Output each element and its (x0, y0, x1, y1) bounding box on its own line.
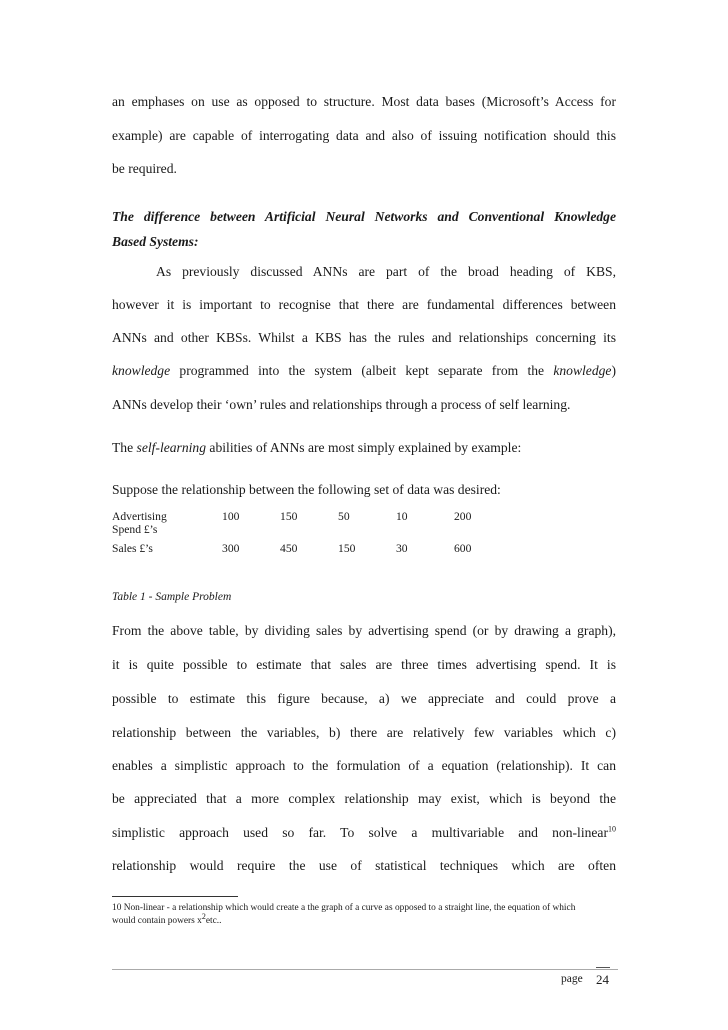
table-cell: 150 (338, 542, 356, 555)
body-text-line: As previously discussed ANNs are part of the broad heading of KBS, (156, 264, 616, 279)
body-text-line: Suppose the relationship between the following set of data was desired: (112, 482, 501, 497)
body-text-line: possible to estimate this figure because, a) we appreciate and could prove a (112, 691, 616, 706)
footnote-text: would contain powers x (112, 916, 202, 926)
emphasis-text: knowledge (112, 363, 171, 378)
body-text-line: ANNs develop their ‘own’ rules and relationships through a process of self learning. (112, 397, 571, 412)
page-label: page (561, 973, 583, 985)
body-text-line: relationship would require the use of statistical techniques which are often (112, 858, 616, 873)
body-text-line: From the above table, by dividing sales by advertising spend (or by drawing a graph), (112, 623, 616, 638)
table-cell: 10 (396, 510, 408, 523)
table-cell: 150 (280, 510, 298, 523)
table-cell: 600 (453, 542, 472, 555)
superscript: 2 (201, 911, 206, 921)
body-text-span: abilities of ANNs are most simply explained by example: (206, 440, 522, 455)
body-text-line: relationship between the variables, b) there are relatively few variables which c) (112, 725, 616, 740)
body-text-span: ) (611, 363, 616, 378)
table-row-label: Sales £’s (112, 542, 153, 555)
body-text-line (112, 439, 616, 457)
body-text-span: programmed into the system (albeit kept separate from the (170, 363, 554, 378)
page-number: 24 (596, 972, 609, 987)
footnote-text: etc.. (205, 916, 222, 926)
table-row-label (112, 510, 222, 536)
body-text-line (112, 362, 616, 380)
table-row (112, 536, 512, 555)
footnote-ref: 10 (608, 824, 616, 834)
table-row (112, 510, 512, 536)
footer-accent (596, 967, 610, 968)
body-text-line: ANNs and other KBSs. Whilst a KBS has the rules and relationships concerning its (112, 330, 616, 345)
section-heading: Based Systems: (112, 234, 199, 249)
body-text-line: it is quite possible to estimate that sales are three times advertising spend. It is (112, 657, 616, 672)
body-text-line: be appreciated that a more complex relationship may exist, which is beyond the (112, 791, 616, 806)
table-cell: 300 (222, 542, 240, 555)
table-caption: Table 1 - Sample Problem (112, 591, 232, 603)
table-label-line: Spend £’s (112, 523, 158, 536)
body-text-line: an emphases on use as opposed to structure. Most data bases (Microsoft’s Access for (112, 94, 616, 109)
footnote-separator (112, 896, 238, 897)
body-text-line: example) are capable of interrogating data and also of issuing notification should this (112, 128, 616, 143)
body-text-line (112, 824, 616, 842)
section-heading: The difference between Artificial Neural Networks and Conventional Knowledge (112, 209, 616, 224)
body-text-line: however it is important to recognise that there are fundamental differences between (112, 297, 616, 312)
footnote-text: 10 Non-linear - a relationship which would create a the graph of a curve as opposed to a straight line, the equation of which (112, 903, 576, 913)
table-label-line: Advertising (112, 510, 167, 523)
table-cell: 50 (338, 510, 350, 523)
emphasis-text: self-learning (136, 440, 207, 455)
sample-data-table (112, 510, 512, 555)
body-text-span: simplistic approach used so far. To solve a multivariable and non-linear (112, 825, 608, 840)
table-cell: 100 (222, 510, 240, 523)
body-text-line: be required. (112, 161, 177, 176)
footnote (112, 902, 622, 928)
footer-divider (112, 969, 618, 970)
body-text-line: enables a simplistic approach to the formulation of a equation (relationship). It can (112, 758, 616, 773)
emphasis-text: knowledge (553, 363, 612, 378)
table-cell: 200 (453, 510, 472, 523)
table-cell: 30 (396, 542, 408, 555)
body-text-span: The (112, 440, 137, 455)
table-cell: 450 (280, 542, 298, 555)
